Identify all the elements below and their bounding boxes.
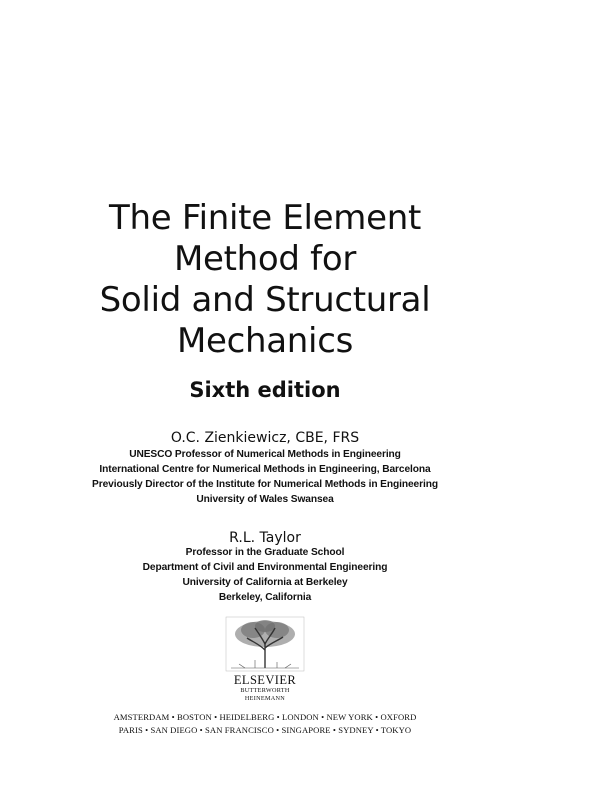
author-affiliation bbox=[0, 545, 530, 605]
author-affiliation bbox=[0, 447, 530, 507]
affiliation-line: Department of Civil and Environmental Engineering bbox=[142, 562, 388, 573]
title-line: Method for bbox=[173, 239, 357, 279]
affiliation-line: Berkeley, California bbox=[218, 592, 312, 603]
cities-line: AMSTERDAM • BOSTON • HEIDELBERG • LONDON • NEW YORK • OXFORD bbox=[113, 712, 417, 722]
publisher-cities bbox=[0, 711, 530, 737]
affiliation-line: University of California at Berkeley bbox=[182, 577, 348, 588]
affiliation-line: UNESCO Professor of Numerical Methods in Engineering bbox=[129, 449, 401, 460]
publisher-name: ELSEVIER bbox=[233, 673, 297, 687]
title-line: The Finite Element bbox=[109, 198, 421, 238]
book-title bbox=[0, 198, 530, 362]
affiliation-line: International Centre for Numerical Methods in Engineering, Barcelona bbox=[99, 464, 431, 475]
title-line: Solid and Structural bbox=[99, 280, 431, 320]
affiliation-line: Previously Director of the Institute for Numerical Methods in Engineering bbox=[92, 479, 438, 490]
publisher-imprint bbox=[215, 674, 315, 703]
imprint-line: HEINEMANN bbox=[244, 695, 286, 702]
author-name: O.C. Zienkiewicz, CBE, FRS bbox=[170, 430, 360, 446]
title-line: Mechanics bbox=[176, 321, 354, 361]
cities-line: PARIS • SAN DIEGO • SAN FRANCISCO • SINGAPORE • SYDNEY • TOKYO bbox=[118, 725, 412, 735]
author-name: R.L. Taylor bbox=[229, 530, 301, 546]
imprint-line: BUTTERWORTH bbox=[240, 687, 290, 694]
affiliation-line: Professor in the Graduate School bbox=[185, 547, 345, 558]
edition: Sixth edition bbox=[189, 378, 341, 402]
affiliation-line: University of Wales Swansea bbox=[196, 494, 334, 505]
